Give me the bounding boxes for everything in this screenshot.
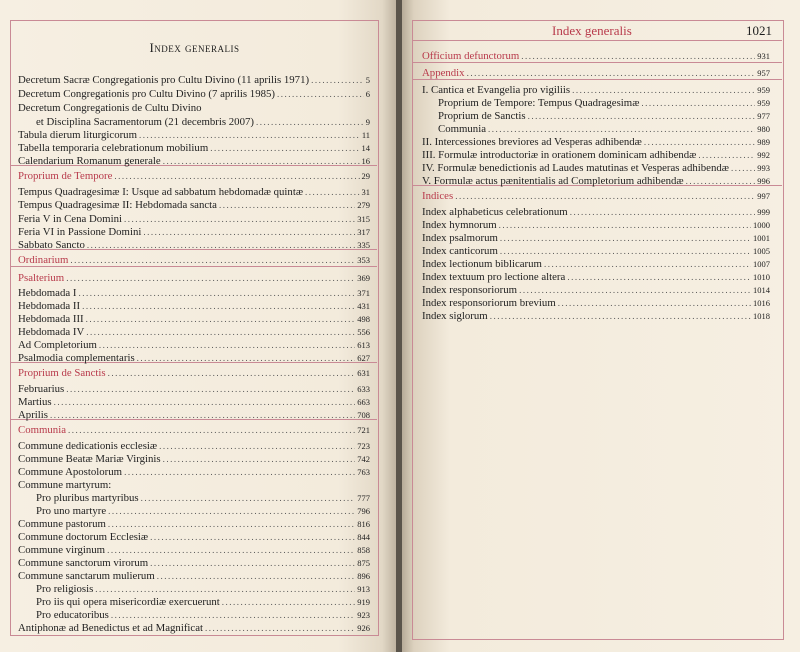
index-entry — [422, 271, 770, 284]
entry-page-number: 816 — [357, 519, 370, 529]
dot-leader — [139, 129, 360, 142]
entry-title: Pro religiosis — [36, 583, 94, 595]
dot-leader — [114, 170, 359, 183]
dot-leader — [87, 239, 355, 252]
entry-title: Tempus Quadragesimæ I: Usque ad sabbatum hebdomadæ quintæ — [18, 186, 304, 198]
dot-leader — [277, 88, 364, 101]
index-entry — [18, 88, 370, 101]
index-entry — [422, 297, 770, 310]
entry-page-number: 1001 — [753, 233, 770, 243]
entry-page-number: 14 — [361, 143, 370, 153]
dot-leader — [150, 557, 355, 570]
index-entry — [422, 310, 770, 323]
entry-page-number: 923 — [357, 610, 370, 620]
dot-leader — [159, 440, 355, 453]
entry-title: Commune doctorum Ecclesiæ — [18, 531, 149, 543]
entry-title: Hebdomada IV — [18, 326, 85, 338]
entry-page-number: 1007 — [753, 259, 770, 269]
dot-leader — [311, 74, 364, 87]
entry-title: Commune sanctorum virorum — [18, 557, 149, 569]
entry-title: IV. Formulæ benedictionis ad Laudes matutinas et Vesperas adhibendæ — [422, 162, 729, 174]
dot-leader — [490, 310, 751, 323]
index-entry — [18, 186, 370, 199]
index-entry — [18, 226, 370, 239]
dot-leader — [256, 116, 364, 129]
dot-leader — [698, 149, 755, 162]
dot-leader — [163, 453, 356, 466]
entry-title: Pro iis qui opera misericordiæ exercuerunt — [36, 596, 220, 608]
right-page — [402, 0, 800, 652]
entry-title: Tabella temporaria celebrationum mobilium — [18, 142, 209, 154]
entry-title: Index hymnorum — [422, 219, 497, 231]
entry-title: Februarius — [18, 383, 65, 395]
dot-leader — [107, 544, 355, 557]
entry-title: Pro pluribus martyribus — [36, 492, 139, 504]
index-entry — [422, 219, 770, 232]
dot-leader — [111, 609, 355, 622]
entry-page-number: 980 — [757, 124, 770, 134]
index-entry — [18, 409, 370, 422]
entry-page-number: 919 — [357, 597, 370, 607]
entry-page-number: 498 — [357, 314, 370, 324]
dot-leader — [163, 155, 360, 168]
entry-page-number: 997 — [757, 191, 770, 201]
dot-leader — [305, 186, 359, 199]
entry-page-number: 31 — [361, 187, 370, 197]
entry-title: Martius — [18, 396, 52, 408]
entry-page-number: 875 — [357, 558, 370, 568]
entry-title: Index psalmorum — [422, 232, 498, 244]
index-entry-heading — [18, 102, 202, 115]
entry-title: Proprium de Tempore: Tempus Quadragesimæ — [438, 97, 640, 109]
entry-title: Ad Completorium — [18, 339, 97, 351]
dot-leader — [467, 67, 756, 80]
entry-page-number: 1018 — [753, 311, 770, 321]
index-entry — [36, 583, 370, 596]
index-entry — [18, 313, 370, 326]
entry-title: Proprium de Sanctis — [18, 367, 106, 379]
entry-page-number: 279 — [357, 200, 370, 210]
index-entry — [422, 136, 770, 149]
entry-title: Antiphonæ ad Benedictus et ad Magnificat — [18, 622, 204, 634]
entry-title: Index siglorum — [422, 310, 488, 322]
index-entry — [422, 162, 770, 175]
entry-title: Sabbato Sancto — [18, 239, 85, 251]
index-entry — [36, 492, 370, 505]
dot-leader — [78, 287, 355, 300]
index-entry — [36, 609, 370, 622]
entry-page-number: 431 — [357, 301, 370, 311]
dot-leader — [558, 297, 751, 310]
dot-leader — [686, 175, 756, 188]
entry-page-number: 6 — [365, 89, 370, 99]
entry-page-number: 663 — [357, 397, 370, 407]
entry-title: Index responsoriorum brevium — [422, 297, 556, 309]
dot-leader — [150, 531, 355, 544]
dot-leader — [488, 123, 755, 136]
dot-leader — [141, 492, 356, 505]
entry-page-number: 631 — [357, 368, 370, 378]
entry-page-number: 1010 — [753, 272, 770, 282]
entry-title: Hebdomada III — [18, 313, 84, 325]
entry-title: III. Formulæ introductoriæ in orationem dominicam adhibendæ — [422, 149, 697, 161]
entry-page-number: 315 — [357, 214, 370, 224]
index-entry — [18, 239, 370, 252]
dot-leader — [124, 213, 355, 226]
entry-title: Commune Beatæ Mariæ Virginis — [18, 453, 161, 465]
entry-title: Hebdomada I — [18, 287, 77, 299]
entry-page-number: 896 — [357, 571, 370, 581]
section-entry — [18, 272, 370, 285]
index-entry — [18, 544, 370, 557]
entry-page-number: 989 — [757, 137, 770, 147]
index-entry — [422, 284, 770, 297]
entry-title: Communia — [438, 123, 486, 135]
index-entry — [18, 531, 370, 544]
entry-title: Index alphabeticus celebrationum — [422, 206, 568, 218]
running-head: Index generalis — [552, 23, 632, 38]
entry-page-number: 317 — [357, 227, 370, 237]
entry-page-number: 5 — [365, 75, 370, 85]
index-entry — [438, 97, 770, 110]
index-entry — [438, 123, 770, 136]
entry-title: Indices — [422, 190, 454, 202]
entry-title: Index lectionum biblicarum — [422, 258, 542, 270]
entry-title: Tempus Quadragesimæ II: Hebdomada sancta — [18, 199, 217, 211]
index-entry — [422, 258, 770, 271]
entry-page-number: 777 — [357, 493, 370, 503]
entry-title: Communia — [18, 424, 66, 436]
index-entry — [18, 213, 370, 226]
dot-leader — [455, 190, 755, 203]
entry-page-number: 996 — [757, 176, 770, 186]
dot-leader — [210, 142, 359, 155]
dot-leader — [521, 50, 755, 63]
index-entry — [36, 505, 370, 518]
dot-leader — [731, 162, 755, 175]
entry-page-number: 1014 — [753, 285, 770, 295]
index-entry — [18, 199, 370, 212]
left-page — [0, 0, 398, 652]
index-entry — [18, 622, 370, 635]
index-entry — [438, 110, 770, 123]
index-entry — [422, 245, 770, 258]
dot-leader — [86, 326, 355, 339]
dot-leader — [500, 232, 751, 245]
dot-leader — [68, 424, 355, 437]
index-entry — [18, 287, 370, 300]
entry-title: V. Formulæ actus pænitentialis ad Completorium adhibendæ — [422, 175, 684, 187]
dot-leader — [95, 583, 355, 596]
entry-page-number: 369 — [357, 273, 370, 283]
entry-title: Feria VI in Passione Domini — [18, 226, 142, 238]
entry-page-number: 742 — [357, 454, 370, 464]
entry-title: Index responsoriorum — [422, 284, 518, 296]
entry-page-number: 723 — [357, 441, 370, 451]
index-entry — [422, 232, 770, 245]
index-entry — [18, 440, 370, 453]
entry-page-number: 763 — [357, 467, 370, 477]
entry-title: Tabula dierum liturgicorum — [18, 129, 137, 141]
entry-title: Appendix — [422, 67, 465, 79]
entry-page-number: 959 — [757, 98, 770, 108]
entry-page-number: 993 — [757, 163, 770, 173]
dot-leader — [544, 258, 751, 271]
entry-page-number: 613 — [357, 340, 370, 350]
index-entry — [36, 116, 370, 129]
dot-leader — [528, 110, 756, 123]
entry-page-number: 29 — [361, 171, 370, 181]
index-entry — [18, 466, 370, 479]
entry-title: Pro uno martyre — [36, 505, 107, 517]
section-entry — [18, 170, 370, 183]
entry-title: Decretum Sacræ Congregationis pro Cultu Divino (11 aprilis 1971) — [18, 74, 310, 86]
dot-leader — [108, 367, 356, 380]
index-entry — [18, 352, 370, 365]
entry-page-number: 371 — [357, 288, 370, 298]
entry-title: Psalterium — [18, 272, 65, 284]
dot-leader — [570, 206, 756, 219]
index-entry — [18, 557, 370, 570]
dot-leader — [572, 84, 755, 97]
entry-title: Decretum Congregationis pro Cultu Divino (7 aprilis 1985) — [18, 88, 275, 100]
entry-title: Index textuum pro lectione altera — [422, 271, 566, 283]
section-entry — [422, 50, 770, 63]
entry-page-number: 16 — [361, 156, 370, 166]
index-entry — [422, 175, 770, 188]
section-entry — [18, 424, 370, 437]
dot-leader — [86, 313, 356, 326]
entry-title: Officium defunctorum — [422, 50, 520, 62]
entry-page-number: 633 — [357, 384, 370, 394]
entry-title: Commune pastorum — [18, 518, 106, 530]
dot-leader — [124, 466, 355, 479]
section-entry — [18, 367, 370, 380]
dot-leader — [54, 396, 356, 409]
index-entry-heading — [18, 479, 111, 492]
entry-title: Proprium de Tempore — [18, 170, 113, 182]
page-title: Index generalis — [149, 40, 240, 55]
entry-page-number: 796 — [357, 506, 370, 516]
entry-title: Commune virginum — [18, 544, 106, 556]
section-entry — [422, 190, 770, 203]
index-entry — [18, 129, 370, 142]
header-rule — [412, 40, 782, 41]
dot-leader — [641, 97, 755, 110]
dot-leader — [222, 596, 355, 609]
entry-title: Hebdomada II — [18, 300, 81, 312]
entry-page-number: 556 — [357, 327, 370, 337]
index-entry — [18, 339, 370, 352]
entry-page-number: 957 — [757, 68, 770, 78]
entry-page-number: 9 — [365, 117, 370, 127]
index-entry — [18, 518, 370, 531]
entry-title: Proprium de Sanctis — [438, 110, 526, 122]
index-entry — [36, 596, 370, 609]
dot-leader — [108, 518, 355, 531]
dot-leader — [500, 245, 751, 258]
entry-page-number: 721 — [357, 425, 370, 435]
entry-title: Commune Apostolorum — [18, 466, 123, 478]
dot-leader — [219, 199, 355, 212]
entry-page-number: 858 — [357, 545, 370, 555]
entry-title: Commune dedicationis ecclesiæ — [18, 440, 158, 452]
index-entry — [18, 300, 370, 313]
dot-leader — [50, 409, 355, 422]
section-entry — [422, 67, 770, 80]
dot-leader — [82, 300, 355, 313]
entry-title: Feria V in Cena Domini — [18, 213, 122, 225]
entry-page-number: 627 — [357, 353, 370, 363]
entry-page-number: 959 — [757, 85, 770, 95]
entry-page-number: 1016 — [753, 298, 770, 308]
entry-title: Psalmodia complementaris — [18, 352, 135, 364]
entry-page-number: 931 — [757, 51, 770, 61]
index-entry — [422, 149, 770, 162]
index-entry — [18, 74, 370, 87]
entry-page-number: 977 — [757, 111, 770, 121]
index-entry — [422, 206, 770, 219]
index-entry — [18, 155, 370, 168]
dot-leader — [66, 383, 355, 396]
index-entry — [18, 396, 370, 409]
page-number: 1021 — [746, 23, 772, 38]
index-entry — [422, 84, 770, 97]
entry-title: Pro educatoribus — [36, 609, 109, 621]
dot-leader — [644, 136, 755, 149]
entry-title: Ordinarium — [18, 254, 69, 266]
dot-leader — [519, 284, 751, 297]
dot-leader — [108, 505, 355, 518]
dot-leader — [143, 226, 355, 239]
entry-page-number: 353 — [357, 255, 370, 265]
entry-page-number: 999 — [757, 207, 770, 217]
dot-leader — [567, 271, 751, 284]
entry-title: Decretum Congregationis de Cultu Divino — [18, 102, 202, 114]
dot-leader — [70, 254, 355, 267]
entry-page-number: 335 — [357, 240, 370, 250]
entry-page-number: 926 — [357, 623, 370, 633]
dot-leader — [157, 570, 356, 583]
index-entry — [18, 142, 370, 155]
entry-page-number: 1005 — [753, 246, 770, 256]
entry-title: Calendarium Romanum generale — [18, 155, 161, 167]
section-entry — [18, 254, 370, 267]
entry-page-number: 844 — [357, 532, 370, 542]
entry-page-number: 913 — [357, 584, 370, 594]
entry-title: et Disciplina Sacramentorum (21 decembris 2007) — [36, 116, 254, 128]
entry-title: Commune martyrum: — [18, 479, 112, 491]
dot-leader — [137, 352, 356, 365]
dot-leader — [66, 272, 355, 285]
index-entry — [18, 570, 370, 583]
index-entry — [18, 453, 370, 466]
entry-page-number: 992 — [757, 150, 770, 160]
index-entry — [18, 383, 370, 396]
entry-title: Commune sanctarum mulierum — [18, 570, 155, 582]
index-entry — [18, 326, 370, 339]
dot-leader — [205, 622, 355, 635]
entry-page-number: 708 — [357, 410, 370, 420]
dot-leader — [99, 339, 355, 352]
entry-page-number: 1000 — [753, 220, 770, 230]
entry-title: Index canticorum — [422, 245, 498, 257]
entry-title: Aprilis — [18, 409, 48, 421]
entry-title: II. Intercessiones breviores ad Vesperas adhibendæ — [422, 136, 642, 148]
entry-page-number: 11 — [361, 130, 370, 140]
entry-title: I. Cantica et Evangelia pro vigiliis — [422, 84, 571, 96]
dot-leader — [499, 219, 751, 232]
